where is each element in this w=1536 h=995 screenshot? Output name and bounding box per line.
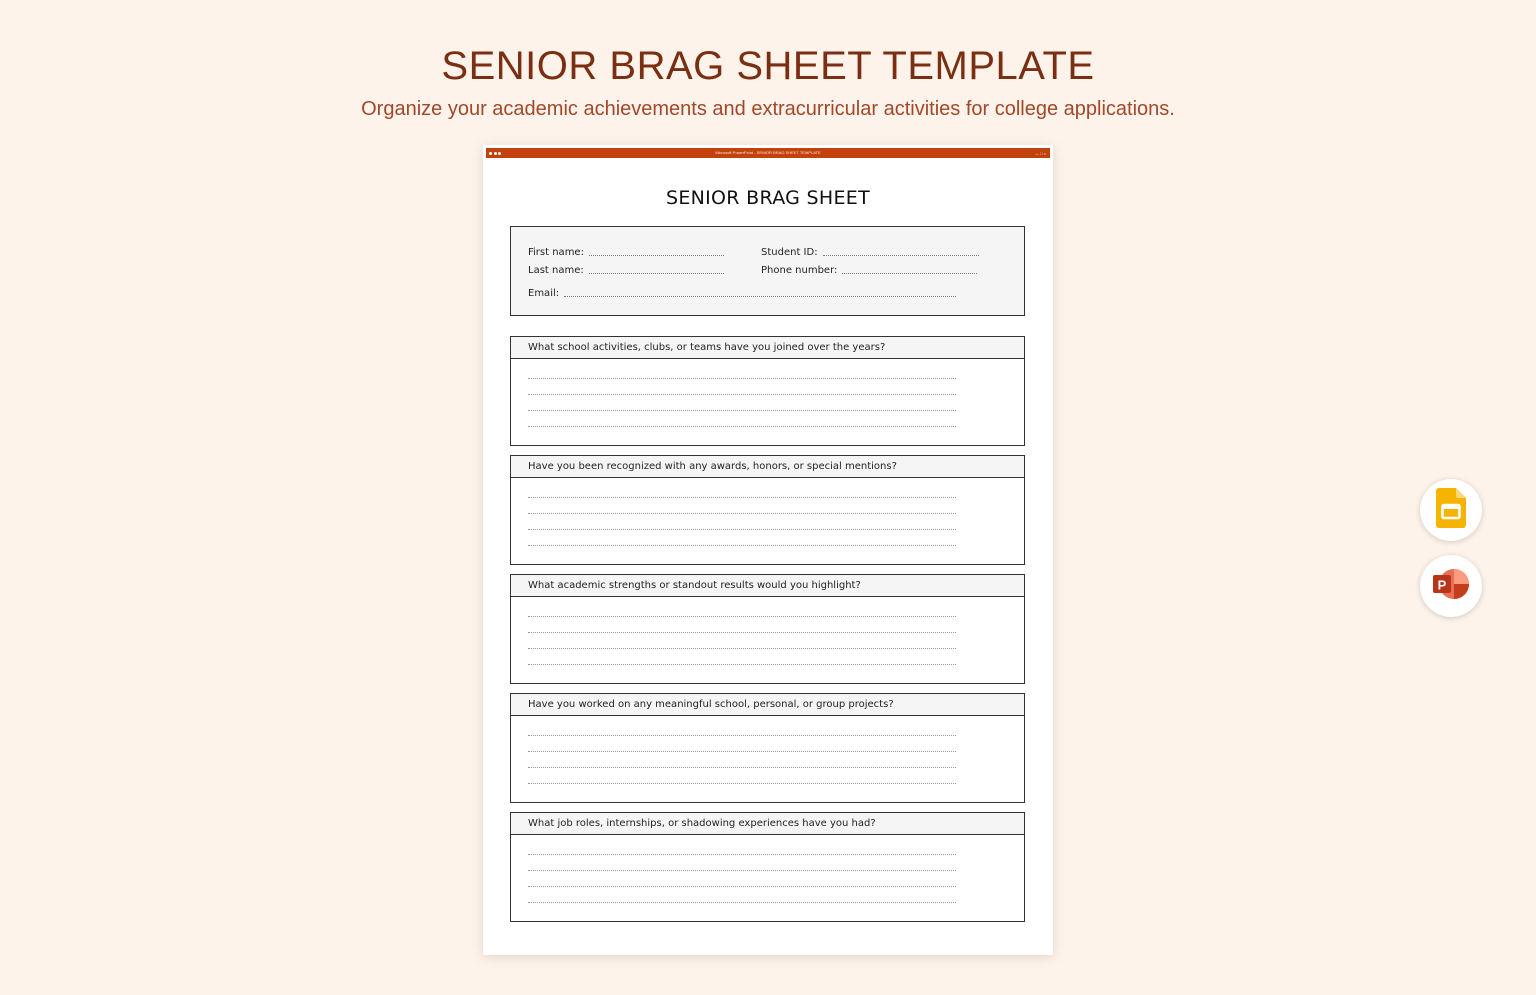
- last-name-label: Last name:: [528, 265, 584, 276]
- google-slides-icon: [1436, 488, 1466, 533]
- powerpoint-icon: [1432, 567, 1470, 606]
- answer-line[interactable]: [528, 735, 956, 736]
- question-box: [510, 574, 1025, 684]
- question-box: [510, 812, 1025, 922]
- answer-line[interactable]: [528, 902, 956, 903]
- answer-line[interactable]: [528, 767, 956, 768]
- student-id-field[interactable]: [761, 247, 979, 258]
- question-label: What school activities, clubs, or teams have you joined over the years?: [511, 337, 1024, 359]
- answer-line[interactable]: [528, 378, 956, 379]
- student-info-box: [510, 226, 1025, 316]
- first-name-field[interactable]: [528, 247, 724, 258]
- answer-line[interactable]: [528, 783, 956, 784]
- phone-number-field[interactable]: [761, 265, 977, 276]
- email-line[interactable]: [564, 296, 956, 297]
- last-name-field[interactable]: [528, 265, 724, 276]
- answer-line[interactable]: [528, 410, 956, 411]
- phone-number-label: Phone number:: [761, 265, 838, 276]
- document-title: SENIOR BRAG SHEET: [665, 187, 871, 209]
- student-id-label: Student ID:: [761, 247, 818, 258]
- page-subtitle: Organize your academic achievements and extracurricular activities for college applications.: [361, 98, 1175, 120]
- question-box: [510, 455, 1025, 565]
- window-titlebar: [486, 148, 1050, 158]
- window-title: Microsoft PowerPoint - SENIOR BRAG SHEET TEMPLATE: [715, 150, 821, 155]
- phone-number-line[interactable]: [842, 273, 977, 274]
- question-box: [510, 693, 1025, 803]
- answer-line[interactable]: [528, 545, 956, 546]
- question-label: Have you worked on any meaningful school, personal, or group projects?: [511, 694, 1024, 716]
- page-title: SENIOR BRAG SHEET TEMPLATE: [441, 44, 1095, 88]
- svg-text:P: P: [1437, 577, 1447, 592]
- email-field[interactable]: [528, 288, 956, 299]
- question-label: What academic strengths or standout results would you highlight?: [511, 575, 1024, 597]
- answer-line[interactable]: [528, 616, 956, 617]
- answer-line[interactable]: [528, 497, 956, 498]
- answer-line[interactable]: [528, 426, 956, 427]
- window-resize-icons[interactable]: — □ ×: [1035, 151, 1046, 156]
- answer-line[interactable]: [528, 870, 956, 871]
- first-name-line[interactable]: [589, 255, 724, 256]
- answer-line[interactable]: [528, 751, 956, 752]
- question-box: [510, 336, 1025, 446]
- first-name-label: First name:: [528, 247, 584, 258]
- google-slides-button[interactable]: [1420, 479, 1482, 541]
- answer-line[interactable]: [528, 632, 956, 633]
- question-label: Have you been recognized with any awards, honors, or special mentions?: [511, 456, 1024, 478]
- answer-line[interactable]: [528, 664, 956, 665]
- answer-line[interactable]: [528, 394, 956, 395]
- answer-line[interactable]: [528, 886, 956, 887]
- powerpoint-button[interactable]: [1420, 555, 1482, 617]
- question-label: What job roles, internships, or shadowing experiences have you had?: [511, 813, 1024, 835]
- student-id-line[interactable]: [823, 255, 979, 256]
- answer-line[interactable]: [528, 648, 956, 649]
- email-label: Email:: [528, 288, 560, 299]
- last-name-line[interactable]: [589, 273, 724, 274]
- answer-line[interactable]: [528, 529, 956, 530]
- answer-line[interactable]: [528, 513, 956, 514]
- answer-line[interactable]: [528, 854, 956, 855]
